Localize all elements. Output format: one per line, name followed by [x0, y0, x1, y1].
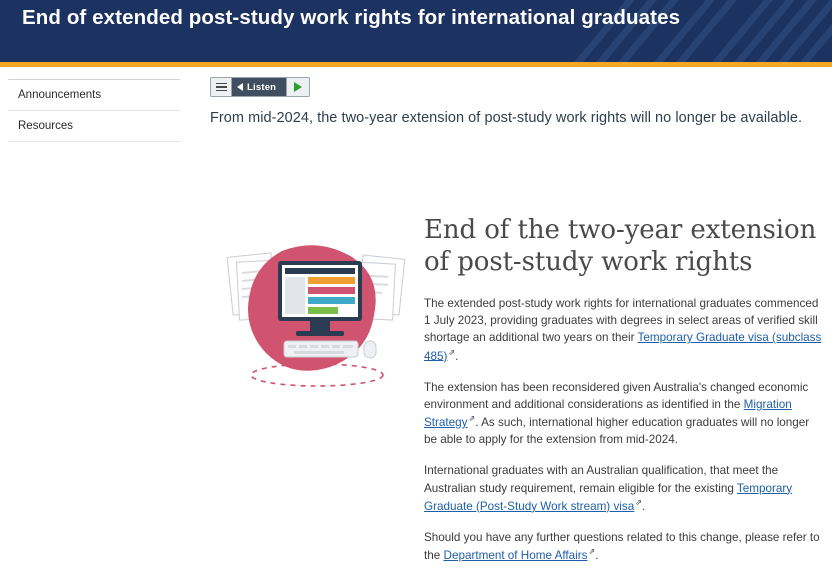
sidebar-item-announcements[interactable]	[8, 80, 180, 111]
paragraph-1-text-b: .	[455, 349, 459, 363]
page-header	[0, 0, 832, 62]
paragraph-1-text-a: The extended post-study work rights for international graduates commenced 1 July 2023, providing graduates with degrees in select areas of verified skill shortage an additional two years on their	[424, 296, 819, 345]
play-icon[interactable]	[286, 78, 309, 96]
paragraph-2-text-b: . As such, international higher education graduates will no longer be able to apply for the extension from mid-2024.	[424, 415, 810, 447]
article-paragraph-1	[424, 295, 822, 365]
external-link-icon: ⇗	[588, 547, 596, 557]
body-wrapper	[0, 67, 832, 562]
article-heading: End of the two-year extension of post-study work rights	[424, 215, 817, 277]
listen-button[interactable]	[232, 78, 286, 96]
article-body	[424, 215, 822, 578]
listen-toolbar[interactable]	[210, 77, 310, 97]
article-paragraph-4	[424, 529, 822, 564]
sidebar-item-resources[interactable]	[8, 111, 180, 142]
paragraph-3-text-b: .	[641, 499, 646, 513]
article-paragraph-2	[424, 379, 822, 449]
link-label: Temporary Graduate visa (subclass 485)	[424, 331, 822, 363]
desktop-computer-illustration	[222, 227, 412, 407]
paragraph-4-text-a: Should you have any further questions related to this change, please refer to the	[424, 530, 820, 562]
external-link-icon: ⇗	[635, 497, 642, 507]
main-content	[210, 77, 822, 126]
paragraph-4-text-b: .	[595, 548, 599, 562]
page-title: End of extended post-study work rights for international graduates	[22, 6, 681, 29]
link-label: Department of Home Affairs	[443, 548, 588, 562]
sidebar-item-label: Announcements	[18, 89, 102, 101]
hamburger-menu-icon[interactable]	[211, 78, 232, 96]
external-link-icon: ⇗	[468, 414, 476, 424]
paragraph-2-text-a: The extension has been reconsidered given Australia's changed economic environment and additional considerations as identified in the	[424, 380, 809, 411]
intro-text: From mid-2024, the two-year extension of post-study work rights will no longer be available.	[210, 110, 803, 126]
sidebar-nav	[0, 79, 188, 142]
paragraph-3-text-a: International graduates with an Australian qualification, that meet the Australian study requirement, remain eligible for the existing	[424, 464, 779, 495]
sidebar-item-label: Resources	[18, 120, 73, 132]
listen-button-label: Listen	[247, 81, 277, 93]
link-department-of-home-affairs[interactable]	[444, 549, 588, 562]
speaker-icon	[237, 83, 243, 91]
external-link-icon: ⇗	[448, 347, 456, 357]
link-label: Temporary Graduate (Post-Study Work stream) visa	[424, 481, 793, 513]
article-paragraph-3	[424, 462, 822, 515]
link-label: Migration Strategy	[424, 397, 792, 429]
